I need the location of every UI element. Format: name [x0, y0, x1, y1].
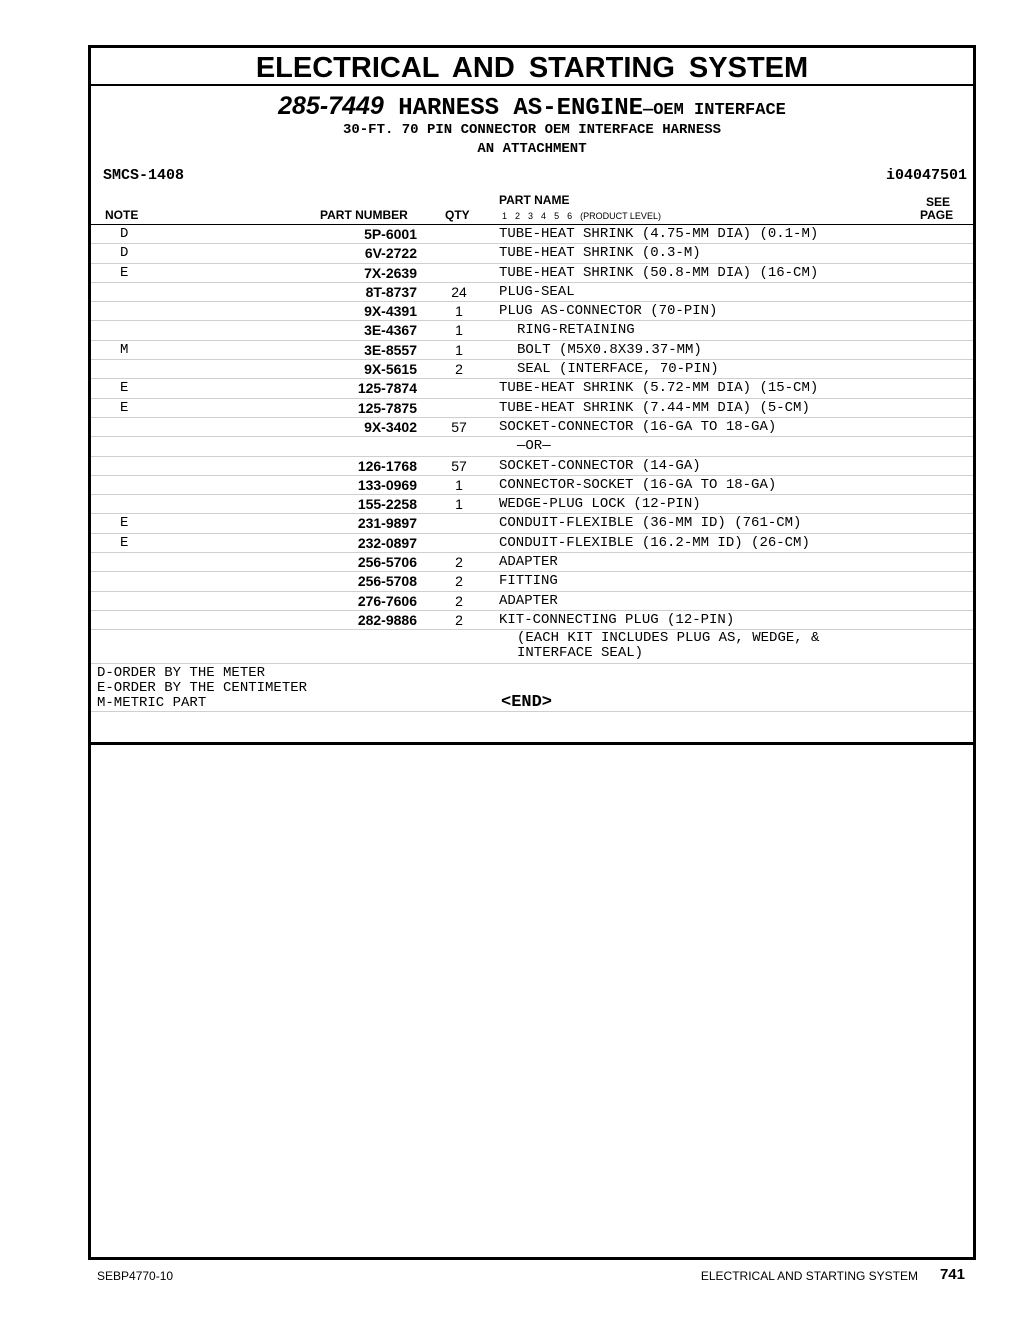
table-row — [91, 611, 973, 630]
note-code: E — [120, 399, 129, 416]
column-header-part-number: PART NUMBER — [320, 208, 408, 222]
footer-section-title: ELECTRICAL AND STARTING SYSTEM — [700, 1269, 918, 1283]
column-header-qty: QTY — [445, 208, 470, 222]
reference-id: i04047501 — [885, 167, 967, 184]
part-name: PLUG-SEAL — [499, 283, 575, 300]
table-row — [91, 244, 973, 263]
quantity: 57 — [451, 457, 467, 474]
column-header-part-name: PART NAME — [499, 193, 570, 207]
level-number: 5 — [554, 211, 560, 221]
table-row — [91, 283, 973, 302]
quantity: 1 — [455, 303, 463, 320]
table-row — [91, 321, 973, 340]
note-code: M — [120, 341, 129, 358]
group-subtitle-line: 30-FT. 70 PIN CONNECTOR OEM INTERFACE HARNESS — [342, 122, 722, 138]
table-row — [91, 360, 973, 379]
column-header-see: SEE — [926, 195, 951, 209]
level-number: 6 — [567, 211, 573, 221]
note-code: D — [120, 245, 129, 262]
part-name: TUBE-HEAT SHRINK (0.3-M) — [499, 245, 701, 262]
column-header-note: NOTE — [105, 208, 139, 222]
note-code: E — [120, 264, 129, 281]
part-name: ADAPTER — [499, 592, 558, 609]
parts-page-frame — [88, 45, 976, 1260]
quantity: 2 — [455, 361, 463, 378]
section-divider — [91, 742, 973, 745]
part-name: CONDUIT-FLEXIBLE (16.2-MM ID) (26-CM) — [499, 534, 810, 551]
table-row — [91, 341, 973, 360]
table-row — [91, 302, 973, 321]
table-row — [91, 399, 973, 418]
part-number: 3E-4367 — [364, 322, 417, 339]
part-number: 282-9886 — [357, 611, 417, 628]
column-header-page: PAGE — [920, 208, 954, 222]
part-name: SEAL (INTERFACE, 70-PIN) — [517, 361, 719, 378]
parts-table — [91, 225, 973, 712]
part-name: WEDGE-PLUG LOCK (12-PIN) — [499, 496, 701, 513]
quantity: 2 — [455, 611, 463, 628]
group-title-suffix: —OEM INTERFACE — [643, 101, 786, 120]
table-row — [91, 572, 973, 591]
table-row — [91, 225, 973, 244]
group-title: HARNESS AS-ENGINE — [398, 95, 644, 122]
kit-note-line: (EACH KIT INCLUDES PLUG AS, WEDGE, & — [517, 630, 820, 647]
part-name: KIT-CONNECTING PLUG (12-PIN) — [499, 611, 735, 628]
table-row — [91, 592, 973, 611]
part-number: 9X-3402 — [364, 418, 417, 435]
legend-item: M-METRIC PART — [97, 695, 207, 712]
section-title: ELECTRICAL AND STARTING SYSTEM — [91, 48, 973, 86]
part-name: TUBE-HEAT SHRINK (7.44-MM DIA) (5-CM) — [499, 399, 810, 416]
quantity: 1 — [455, 476, 463, 493]
product-level-header — [502, 210, 669, 222]
part-name: TUBE-HEAT SHRINK (5.72-MM DIA) (15-CM) — [499, 380, 819, 397]
table-row — [91, 534, 973, 553]
kit-note-line: INTERFACE SEAL) — [517, 645, 644, 662]
part-number: 276-7606 — [357, 592, 417, 609]
table-row — [91, 379, 973, 398]
part-number: 256-5708 — [357, 573, 417, 590]
part-name: CONDUIT-FLEXIBLE (36-MM ID) (761-CM) — [499, 515, 802, 532]
part-number: 155-2258 — [357, 496, 417, 513]
legend-item: E-ORDER BY THE CENTIMETER — [97, 680, 308, 697]
part-number: 9X-4391 — [364, 303, 417, 320]
quantity: 2 — [455, 592, 463, 609]
table-row — [91, 553, 973, 572]
smcs-code: SMCS-1408 — [103, 167, 185, 184]
group-subtitle-line: AN ATTACHMENT — [477, 141, 587, 157]
note-code: D — [120, 226, 129, 242]
end-marker: <END> — [501, 693, 553, 712]
product-level-label: (PRODUCT LEVEL) — [580, 211, 661, 221]
part-number: 256-5706 — [357, 554, 417, 571]
table-row — [91, 457, 973, 476]
kit-note-row — [91, 630, 973, 664]
part-number: 8T-8737 — [365, 283, 417, 300]
note-code: E — [120, 380, 129, 397]
note-code: E — [120, 534, 129, 551]
document-id: SEBP4770-10 — [97, 1269, 174, 1283]
quantity: 57 — [451, 418, 467, 435]
part-name: PLUG AS-CONNECTOR (70-PIN) — [499, 303, 718, 320]
table-row — [91, 514, 973, 533]
part-name: RING-RETAINING — [517, 322, 635, 339]
part-number: 133-0969 — [357, 476, 417, 493]
part-number: 125-7874 — [357, 380, 417, 397]
part-number: 9X-5615 — [364, 361, 417, 378]
level-number: 3 — [528, 211, 534, 221]
note-code: E — [120, 515, 129, 532]
part-number: 6V-2722 — [364, 245, 417, 262]
part-number: 125-7875 — [357, 399, 417, 416]
level-number: 4 — [541, 211, 547, 221]
level-number: 1 — [502, 211, 508, 221]
table-row — [91, 495, 973, 514]
part-number: 3E-8557 — [364, 341, 417, 358]
part-number: 5P-6001 — [364, 226, 417, 242]
part-name: TUBE-HEAT SHRINK (50.8-MM DIA) (16-CM) — [499, 264, 819, 281]
part-number: 232-0897 — [357, 534, 417, 551]
part-name: CONNECTOR-SOCKET (16-GA TO 18-GA) — [499, 476, 777, 493]
group-part-number: 285-7449 — [278, 92, 384, 120]
part-number: 7X-2639 — [364, 264, 417, 281]
level-number: 2 — [515, 211, 521, 221]
quantity: 1 — [455, 496, 463, 513]
table-row — [91, 264, 973, 283]
quantity: 1 — [455, 341, 463, 358]
or-separator: —OR— — [517, 438, 551, 455]
quantity: 2 — [455, 573, 463, 590]
quantity: 24 — [451, 283, 467, 300]
part-name: BOLT (M5X0.8X39.37-MM) — [517, 341, 702, 358]
table-row — [91, 437, 973, 456]
part-number: 126-1768 — [357, 457, 417, 474]
part-name: ADAPTER — [499, 554, 558, 571]
quantity: 1 — [455, 322, 463, 339]
table-row — [91, 476, 973, 495]
part-name: SOCKET-CONNECTOR (14-GA) — [499, 457, 701, 474]
part-number: 231-9897 — [357, 515, 417, 532]
page-number: 741 — [939, 1266, 965, 1283]
legend-item: D-ORDER BY THE METER — [97, 665, 266, 682]
part-name: TUBE-HEAT SHRINK (4.75-MM DIA) (0.1-M) — [499, 226, 819, 242]
part-name: FITTING — [499, 573, 558, 590]
quantity: 2 — [455, 554, 463, 571]
part-name: SOCKET-CONNECTOR (16-GA TO 18-GA) — [499, 418, 777, 435]
table-row — [91, 418, 973, 437]
